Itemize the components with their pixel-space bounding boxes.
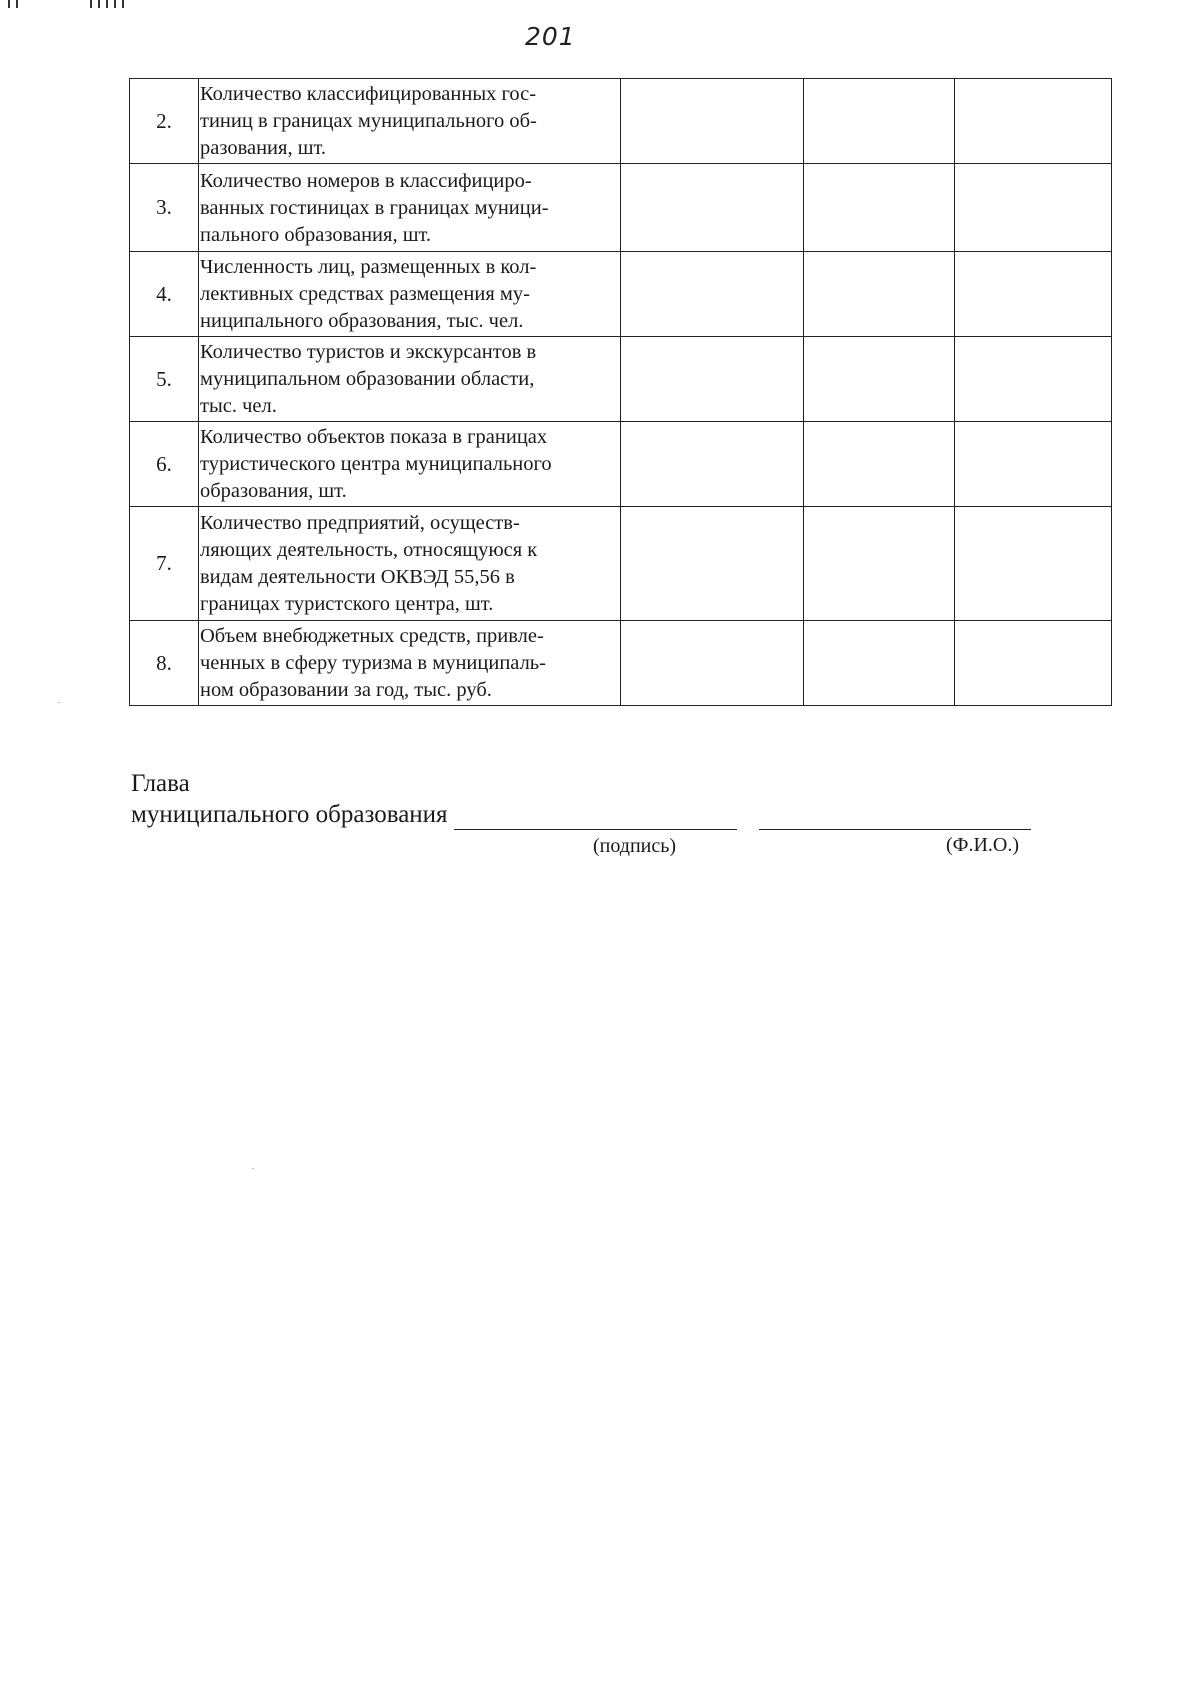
row-number: 7. xyxy=(130,507,199,621)
name-blank-line xyxy=(759,805,1031,830)
value-cell xyxy=(621,621,804,706)
row-description: Количество объектов показа в границах туристического центра муниципального образования, шт. xyxy=(199,422,621,507)
value-cell xyxy=(804,621,955,706)
row-number: 2. xyxy=(130,79,199,164)
row-number: 6. xyxy=(130,422,199,507)
table-row xyxy=(130,337,1112,422)
value-cell xyxy=(955,621,1112,706)
row-description: Количество номеров в классифициро- ванных гостиницах в границах муници- пального образования, шт. xyxy=(199,164,621,252)
scan-speck xyxy=(58,702,60,703)
value-cell xyxy=(955,337,1112,422)
signature-block xyxy=(131,768,1091,860)
row-number: 8. xyxy=(130,621,199,706)
signature-title: Глава xyxy=(131,770,190,797)
table-row xyxy=(130,621,1112,706)
value-cell xyxy=(955,164,1112,252)
scan-speck xyxy=(252,1168,254,1169)
value-cell xyxy=(955,507,1112,621)
value-cell xyxy=(955,252,1112,337)
value-cell xyxy=(804,337,955,422)
value-cell xyxy=(621,252,804,337)
table-row xyxy=(130,252,1112,337)
value-cell xyxy=(804,79,955,164)
page-number: 201 xyxy=(525,22,576,51)
table-row xyxy=(130,79,1112,164)
row-description: Количество туристов и экскурсантов в муниципальном образовании области, тыс. чел. xyxy=(199,337,621,422)
value-cell xyxy=(955,79,1112,164)
row-description: Объем внебюджетных средств, привле- ченных в сферу туризма в муниципаль- ном образовании за год, тыс. руб. xyxy=(199,621,621,706)
row-description: Количество классифицированных гос- тиниц в границах муниципального об- разования, шт. xyxy=(199,79,621,164)
signature-caption: (подпись) xyxy=(593,835,677,857)
indicators-table xyxy=(129,78,1112,706)
value-cell xyxy=(804,507,955,621)
table-row xyxy=(130,164,1112,252)
row-description: Количество предприятий, осуществ- ляющих деятельность, относящуюся к видам деятельности ОКВЭД 55,56 в границах туристского центра, шт. xyxy=(199,507,621,621)
signature-position: муниципального образования xyxy=(131,801,448,828)
value-cell xyxy=(621,79,804,164)
row-description: Численность лиц, размещенных в кол- лективных средствах размещения му- ниципального образования, тыс. чел. xyxy=(199,252,621,337)
signature-line-row xyxy=(131,799,1091,830)
value-cell xyxy=(804,422,955,507)
value-cell xyxy=(621,337,804,422)
scan-edge-marks xyxy=(8,0,124,8)
name-caption: (Ф.И.О.) xyxy=(946,834,1020,856)
value-cell xyxy=(621,507,804,621)
row-number: 3. xyxy=(130,164,199,252)
signature-captions xyxy=(131,830,1091,860)
row-number: 5. xyxy=(130,337,199,422)
value-cell xyxy=(621,164,804,252)
table-row xyxy=(130,422,1112,507)
signature-blank-line xyxy=(454,805,737,830)
value-cell xyxy=(804,164,955,252)
table-row xyxy=(130,507,1112,621)
value-cell xyxy=(621,422,804,507)
indicators-table-body xyxy=(130,79,1112,706)
row-number: 4. xyxy=(130,252,199,337)
value-cell xyxy=(804,252,955,337)
value-cell xyxy=(955,422,1112,507)
